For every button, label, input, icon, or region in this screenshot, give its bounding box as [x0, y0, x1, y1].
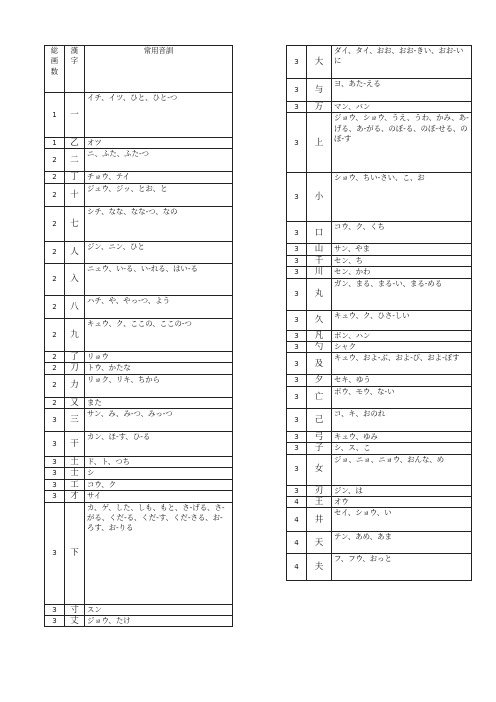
kanji-char: 丁	[65, 172, 85, 183]
right-row	[287, 330, 472, 341]
kanji-char: 下	[65, 502, 85, 604]
right-row	[287, 342, 472, 353]
kanji-char: 弓	[307, 431, 332, 442]
left-row	[45, 295, 233, 318]
readings-text: キュウ、およ-ぶ、およ-び、およ-ぼす	[332, 353, 472, 375]
kanji-char: 口	[307, 222, 332, 244]
readings-text: ジン、は	[332, 485, 472, 496]
kanji-char: 及	[307, 353, 332, 375]
kanji-char: 干	[65, 432, 85, 457]
stroke-count: 2	[45, 263, 65, 295]
readings-text: ニ、ふた、ふた-つ	[85, 149, 233, 172]
stroke-count: 3	[45, 616, 65, 627]
stroke-count: 2	[45, 351, 65, 362]
readings-text: ジュウ、ジッ、とお、と	[85, 183, 233, 206]
readings-text: ジン、ニン、ひと	[85, 241, 233, 263]
kanji-char: 八	[65, 295, 85, 318]
right-row	[287, 113, 472, 173]
readings-text: スン	[85, 604, 233, 615]
kanji-char: 川	[307, 267, 332, 278]
header-kanji: 漢字	[65, 46, 85, 93]
readings-text: トウ、かたな	[85, 363, 233, 374]
stroke-count: 3	[287, 102, 307, 113]
readings-text: ヨ、あた-える	[332, 79, 472, 102]
readings-text: ダイ、タイ、おお、おお-きい、おお-いに	[332, 46, 472, 79]
kanji-char: 亡	[307, 386, 332, 408]
kanji-char: 入	[65, 263, 85, 295]
readings-text: チョウ、テイ	[85, 172, 233, 183]
kanji-char: 丈	[65, 616, 85, 627]
stroke-count: 4	[287, 554, 307, 581]
stroke-count: 3	[287, 244, 307, 255]
kanji-char: 三	[65, 409, 85, 432]
kanji-char: 丸	[307, 278, 332, 310]
stroke-count: 3	[287, 375, 307, 386]
stroke-count: 2	[45, 363, 65, 374]
kanji-char: 与	[307, 79, 332, 102]
left-row	[45, 206, 233, 241]
readings-text: キュウ、ク、ここの、ここの-つ	[85, 318, 233, 351]
right-row	[287, 454, 472, 485]
kanji-char: 夫	[307, 554, 332, 581]
readings-text: テン、あめ、あま	[332, 532, 472, 554]
readings-text: ジョ、ニョ、ニョウ、おんな、め	[332, 454, 472, 485]
right-row	[287, 46, 472, 79]
kanji-char: 夕	[307, 375, 332, 386]
left-row	[45, 468, 233, 479]
readings-text: ニュウ、い-る、い-れる、はい-る	[85, 263, 233, 295]
stroke-count: 3	[287, 222, 307, 244]
stroke-count: 2	[45, 241, 65, 263]
stroke-count: 2	[45, 397, 65, 408]
left-row	[45, 616, 233, 627]
stroke-count: 3	[287, 342, 307, 353]
stroke-count: 2	[45, 318, 65, 351]
kanji-char: 七	[65, 206, 85, 241]
kanji-char: 一	[65, 93, 85, 138]
readings-text: ボン、ハン	[332, 330, 472, 341]
readings-text: シ	[85, 468, 233, 479]
stroke-count: 3	[287, 255, 307, 266]
stroke-count: 3	[287, 386, 307, 408]
kanji-char: 上	[307, 113, 332, 173]
left-row	[45, 138, 233, 149]
stroke-count: 4	[287, 532, 307, 554]
left-row	[45, 93, 233, 138]
right-row	[287, 554, 472, 581]
readings-text: リョク、リキ、ちから	[85, 374, 233, 397]
readings-text: サン、やま	[332, 244, 472, 255]
stroke-count: 3	[287, 267, 307, 278]
kanji-table-right	[286, 45, 472, 581]
readings-text: コ、キ、おのれ	[332, 408, 472, 431]
stroke-count: 4	[287, 508, 307, 532]
kanji-char: 九	[65, 318, 85, 351]
kanji-char: 又	[65, 397, 85, 408]
stroke-count: 1	[45, 93, 65, 138]
left-row	[45, 241, 233, 263]
stroke-count: 1	[45, 138, 65, 149]
stroke-count: 3	[45, 432, 65, 457]
left-row	[45, 172, 233, 183]
stroke-count: 2	[45, 172, 65, 183]
kanji-char: 士	[65, 468, 85, 479]
kanji-char: 王	[307, 497, 332, 508]
readings-text: キュウ、ゆみ	[332, 431, 472, 442]
readings-text: ハチ、や、やっ-つ、よう	[85, 295, 233, 318]
right-row	[287, 431, 472, 442]
stroke-count: 3	[287, 353, 307, 375]
right-row	[287, 310, 472, 330]
readings-text: リョウ	[85, 351, 233, 362]
readings-text: ガン、まる、まる-い、まる-める	[332, 278, 472, 310]
right-row	[287, 278, 472, 310]
kanji-char: 人	[65, 241, 85, 263]
kanji-char: 天	[307, 532, 332, 554]
stroke-count: 4	[287, 497, 307, 508]
readings-text: コウ、ク、くち	[332, 222, 472, 244]
readings-text: オウ	[332, 497, 472, 508]
stroke-count: 3	[45, 479, 65, 490]
left-row	[45, 351, 233, 362]
readings-text: マン、バン	[332, 102, 472, 113]
kanji-char: 己	[307, 408, 332, 431]
left-row	[45, 457, 233, 468]
kanji-char: 乙	[65, 138, 85, 149]
kanji-char: 久	[307, 310, 332, 330]
right-row	[287, 102, 472, 113]
stroke-count: 3	[45, 604, 65, 615]
stroke-count: 3	[287, 408, 307, 431]
stroke-count: 3	[287, 173, 307, 222]
right-row	[287, 508, 472, 532]
header-readings: 常用音訓	[85, 46, 233, 93]
readings-text: イチ、イツ、ひと、ひと-つ	[85, 93, 233, 138]
kanji-char: 十	[65, 183, 85, 206]
kanji-char: 了	[65, 351, 85, 362]
left-row	[45, 149, 233, 172]
kanji-char: 子	[307, 443, 332, 454]
right-row	[287, 485, 472, 496]
right-row	[287, 443, 472, 454]
stroke-count: 3	[45, 491, 65, 502]
stroke-count: 3	[287, 485, 307, 496]
readings-text: ショウ、ちい-さい、こ、お	[332, 173, 472, 222]
kanji-char: 才	[65, 491, 85, 502]
left-row	[45, 604, 233, 615]
kanji-char: 刀	[65, 363, 85, 374]
kanji-char: 山	[307, 244, 332, 255]
readings-text: また	[85, 397, 233, 408]
readings-text: シ、ス、こ	[332, 443, 472, 454]
readings-text: サイ	[85, 491, 233, 502]
left-row	[45, 363, 233, 374]
stroke-count: 3	[287, 310, 307, 330]
left-row	[45, 183, 233, 206]
stroke-count: 3	[287, 431, 307, 442]
readings-text: ボウ、モウ、な-い	[332, 386, 472, 408]
stroke-count: 3	[45, 502, 65, 604]
stroke-count: 2	[45, 374, 65, 397]
readings-text: ジョウ、たけ	[85, 616, 233, 627]
stroke-count: 2	[45, 206, 65, 241]
readings-text: カン、ほ-す、ひ-る	[85, 432, 233, 457]
stroke-count: 3	[287, 278, 307, 310]
left-row	[45, 397, 233, 408]
readings-text: カ、ゲ、した、しも、もと、さ-げる、さ-がる、くだ-る、くだ-す、くだ-さる、お-ろす、お-りる	[85, 502, 233, 604]
stroke-count: 2	[45, 149, 65, 172]
kanji-char: 万	[307, 102, 332, 113]
kanji-char: 寸	[65, 604, 85, 615]
right-row	[287, 386, 472, 408]
kanji-char: 刃	[307, 485, 332, 496]
right-row	[287, 267, 472, 278]
kanji-char: 千	[307, 255, 332, 266]
readings-text: サン、み、み-つ、みっ-つ	[85, 409, 233, 432]
readings-text: フ、フウ、おっと	[332, 554, 472, 581]
readings-text: キュウ、ク、ひさ-しい	[332, 310, 472, 330]
right-row	[287, 222, 472, 244]
kanji-char: 工	[65, 479, 85, 490]
readings-text: ド、ト、つち	[85, 457, 233, 468]
kanji-char: 力	[65, 374, 85, 397]
readings-text: シャク	[332, 342, 472, 353]
right-row	[287, 532, 472, 554]
right-row	[287, 244, 472, 255]
left-row	[45, 502, 233, 604]
left-row	[45, 409, 233, 432]
kanji-char: 井	[307, 508, 332, 532]
stroke-count: 3	[45, 457, 65, 468]
kanji-char: 二	[65, 149, 85, 172]
left-row	[45, 479, 233, 490]
readings-text: セン、かわ	[332, 267, 472, 278]
kanji-table-left	[44, 45, 233, 627]
left-row	[45, 263, 233, 295]
kanji-char: 小	[307, 173, 332, 222]
kanji-char: 勺	[307, 342, 332, 353]
left-row	[45, 318, 233, 351]
readings-text: セキ、ゆう	[332, 375, 472, 386]
left-row	[45, 432, 233, 457]
kanji-char: 凡	[307, 330, 332, 341]
header-strokes: 総画数	[45, 46, 65, 93]
readings-text: ジョウ、ショウ、うえ、うわ、かみ、あ-げる、あ-がる、のぼ-る、のぼ-せる、のぼ-す	[332, 113, 472, 173]
header-row	[45, 46, 233, 93]
readings-text: シチ、なな、なな-つ、なの	[85, 206, 233, 241]
stroke-count: 2	[45, 183, 65, 206]
stroke-count: 3	[287, 443, 307, 454]
stroke-count: 3	[287, 79, 307, 102]
readings-text: セイ、ショウ、い	[332, 508, 472, 532]
right-row	[287, 375, 472, 386]
kanji-char: 大	[307, 46, 332, 79]
kanji-char: 土	[65, 457, 85, 468]
right-row	[287, 79, 472, 102]
stroke-count: 3	[45, 409, 65, 432]
readings-text: セン、ち	[332, 255, 472, 266]
stroke-count: 3	[287, 113, 307, 173]
left-row	[45, 491, 233, 502]
right-row	[287, 408, 472, 431]
right-row	[287, 497, 472, 508]
readings-text: オツ	[85, 138, 233, 149]
stroke-count: 3	[45, 468, 65, 479]
right-row	[287, 173, 472, 222]
stroke-count: 3	[287, 46, 307, 79]
right-row	[287, 353, 472, 375]
stroke-count: 2	[45, 295, 65, 318]
stroke-count: 3	[287, 454, 307, 485]
right-row	[287, 255, 472, 266]
stroke-count: 3	[287, 330, 307, 341]
left-row	[45, 374, 233, 397]
kanji-char: 女	[307, 454, 332, 485]
readings-text: コウ、ク	[85, 479, 233, 490]
